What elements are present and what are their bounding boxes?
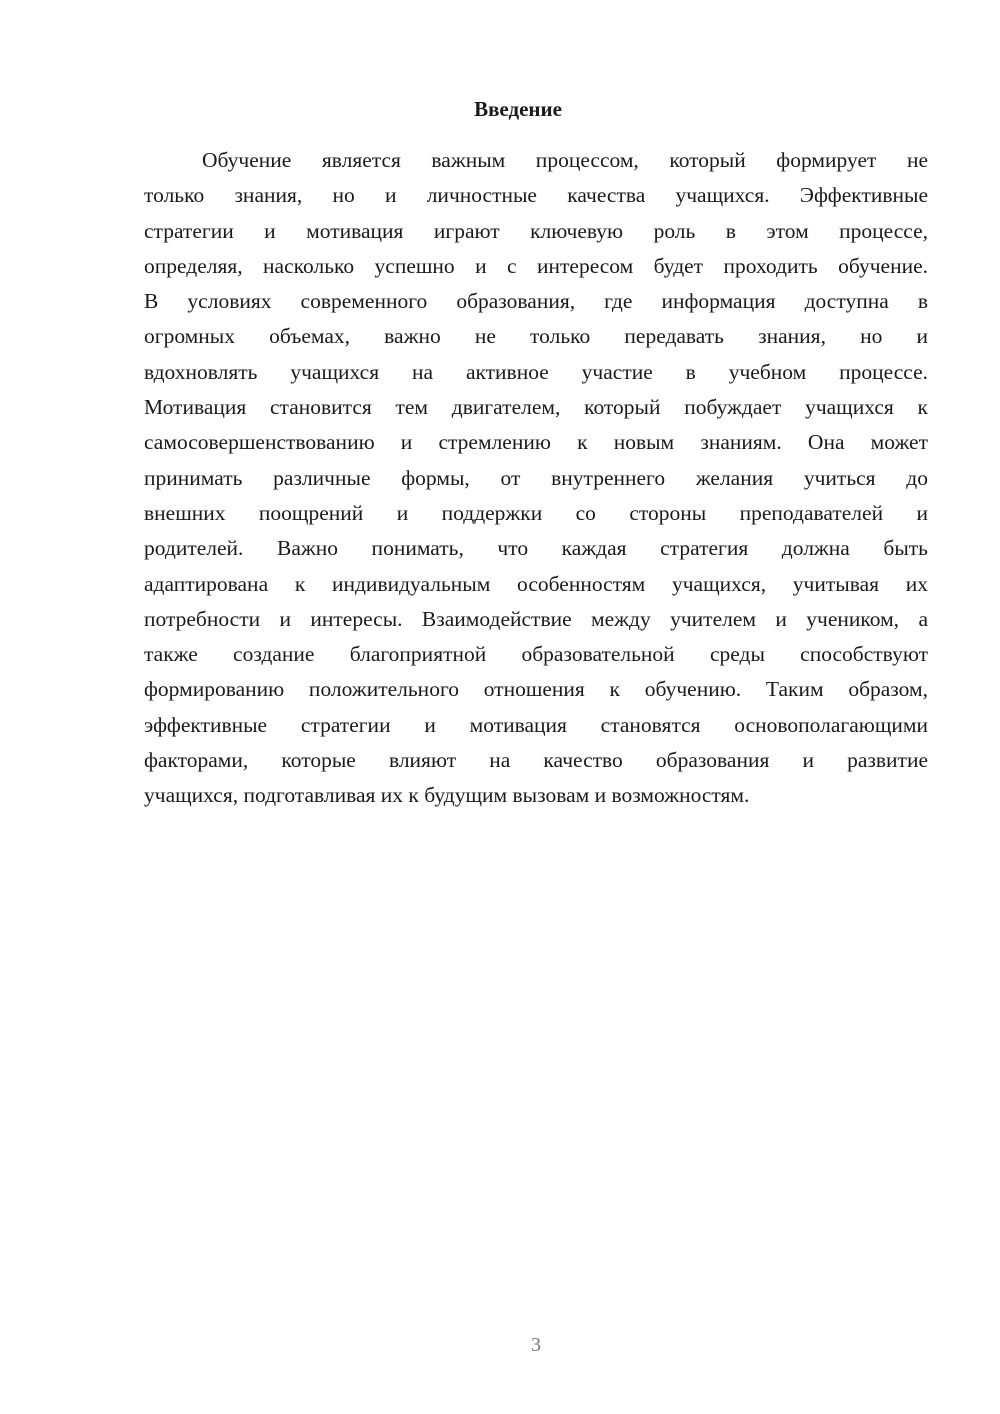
text-line: только знания, но и личностные качества учащихся. Эффективные <box>144 183 928 208</box>
text-line: определяя, насколько успешно и с интересом будет проходить обучение. <box>144 253 928 278</box>
text-line: Мотивация становится тем двигателем, который побуждает учащихся к <box>144 395 928 420</box>
text-line: Обучение является важным процессом, который формирует не <box>202 148 928 172</box>
text-line: самосовершенствованию и стремлению к новым знаниям. Она может <box>144 430 928 455</box>
text-line: факторами, которые влияют на качество образования и развитие <box>144 748 928 773</box>
text-line: огромных объемах, важно не только передавать знания, но и <box>144 324 928 349</box>
text-line: принимать различные формы, от внутреннего желания учиться до <box>144 465 928 490</box>
text-line: стратегии и мотивация играют ключевую роль в этом процессе, <box>144 218 928 243</box>
text-line: вдохновлять учащихся на активное участие в учебном процессе. <box>144 359 928 384</box>
text-line: внешних поощрений и поддержки со стороны преподавателей и <box>144 500 928 525</box>
section-title: Введение <box>474 97 562 121</box>
text-line: адаптирована к индивидуальным особенностям учащихся, учитывая их <box>144 571 928 596</box>
text-line: учащихся, подготавливая их к будущим вызовам и возможностям. <box>144 783 750 808</box>
body-paragraph <box>144 145 928 816</box>
text-line: родителей. Важно понимать, что каждая стратегия должна быть <box>144 536 928 561</box>
text-line: также создание благоприятной образовательной среды способствуют <box>144 642 928 667</box>
text-line: В условиях современного образования, где информация доступна в <box>144 289 928 314</box>
page-number: 3 <box>531 1334 541 1356</box>
text-line: потребности и интересы. Взаимодействие между учителем и учеником, а <box>144 606 928 631</box>
text-line: формированию положительного отношения к обучению. Таким образом, <box>144 677 928 702</box>
text-line: эффективные стратегии и мотивация становятся основополагающими <box>144 712 928 737</box>
